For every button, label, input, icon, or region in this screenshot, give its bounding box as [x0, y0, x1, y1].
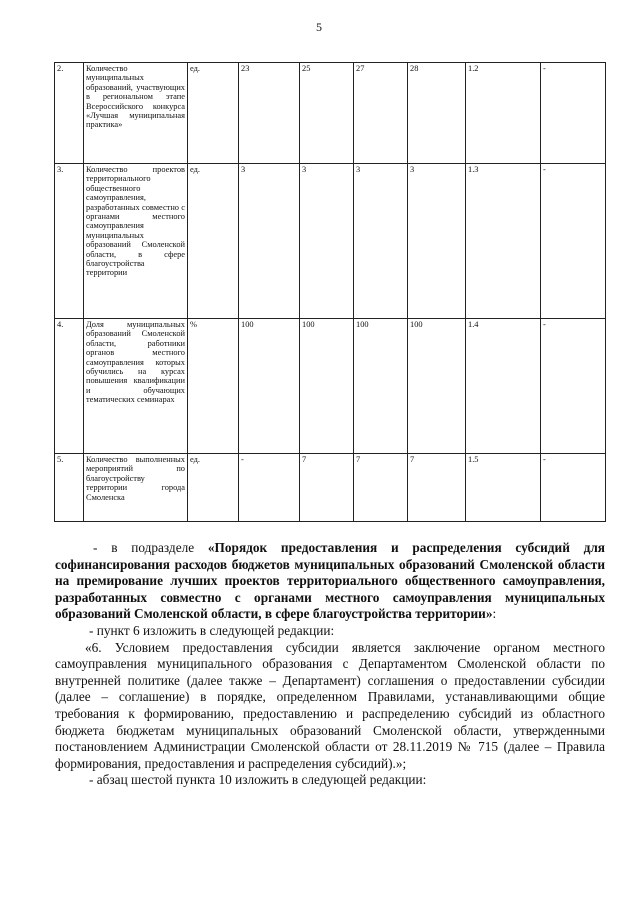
unit: %	[188, 319, 239, 454]
value-1: 3	[239, 164, 300, 319]
table-row	[55, 454, 606, 522]
row-number: 3.	[55, 164, 84, 319]
value-1: 23	[239, 63, 300, 164]
paragraph-item-10: - абзац шестой пункта 10 изложить в следующей редакции:	[89, 772, 427, 788]
indicator-name: Доля муниципальных образований Смоленской области, работники органов местного самоуправления которых обучились на курсах повышения квалификации и обучающих тематических семинарах	[84, 319, 188, 454]
paragraph-subsection	[55, 540, 605, 623]
value-2: 25	[300, 63, 354, 164]
indicator-name: Количество проектов территориального общественного самоуправления, разработанных совместно с органами местного самоуправления муниципальных образований Смоленской области, в сфере благоустройства территории	[84, 164, 188, 319]
value-3: 100	[354, 319, 408, 454]
value-2: 3	[300, 164, 354, 319]
paragraph-item-6: - пункт 6 изложить в следующей редакции:	[89, 622, 335, 638]
paragraph-tail: :	[492, 606, 497, 622]
value-3: 3	[354, 164, 408, 319]
table-row	[55, 63, 606, 164]
row-number: 4.	[55, 319, 84, 454]
unit: ед.	[188, 164, 239, 319]
value-1: -	[239, 454, 300, 522]
value-3: 27	[354, 63, 408, 164]
table-row	[55, 319, 606, 454]
reference: 1.5	[466, 454, 541, 522]
reference: 1.4	[466, 319, 541, 454]
paragraph-item-6-text: «6. Условием предоставления субсидии является заключение органом местного самоуправления муниципального образования с Департаментом Смоленской области по внутренней политике (далее также – Департамент) соглашения о предоставлении субсидии (далее – соглашение) в порядке, определенном Правилами, устанавливающими общие требования к формированию, предоставлению и распределению субсидий из областного бюджета бюджетам муниципальных образований Смоленской области, утвержденными постановлением Администрации Смоленской области от 28.11.2019 № 715 (далее – Правила формирования, предоставления и распределения субсидий).»;	[55, 639, 605, 771]
indicator-name: Количество выполненных мероприятий по благоустройству территории города Смоленска	[84, 454, 188, 522]
value-4: 3	[408, 164, 466, 319]
indicator-name: Количество муниципальных образований, участвующих в региональном этапе Всероссийского конкурса «Лучшая муниципальная практика»	[84, 63, 188, 164]
note: -	[541, 164, 606, 319]
reference: 1.2	[466, 63, 541, 164]
value-3: 7	[354, 454, 408, 522]
indicators-table	[54, 62, 606, 522]
row-number: 2.	[55, 63, 84, 164]
row-number: 5.	[55, 454, 84, 522]
value-4: 7	[408, 454, 466, 522]
note: -	[541, 319, 606, 454]
unit: ед.	[188, 454, 239, 522]
paragraph-lead: - в подразделе	[93, 540, 208, 555]
reference: 1.3	[466, 164, 541, 319]
value-2: 100	[300, 319, 354, 454]
value-4: 100	[408, 319, 466, 454]
unit: ед.	[188, 63, 239, 164]
value-4: 28	[408, 63, 466, 164]
page-number: 5	[316, 20, 322, 34]
note: -	[541, 63, 606, 164]
note: -	[541, 454, 606, 522]
value-2: 7	[300, 454, 354, 522]
value-1: 100	[239, 319, 300, 454]
subsection-title: «Порядок предоставления и распределения субсидий для софинансирования расходов бюджетов муниципальных образований Смоленской области на премирование лучших проектов территориального общественного самоуправления, разработанных совместно с органами местного самоуправления муниципальных образований Смоленской области, в сфере благоустройства территории»	[55, 540, 605, 622]
document-body	[55, 540, 605, 789]
table-row	[55, 164, 606, 319]
